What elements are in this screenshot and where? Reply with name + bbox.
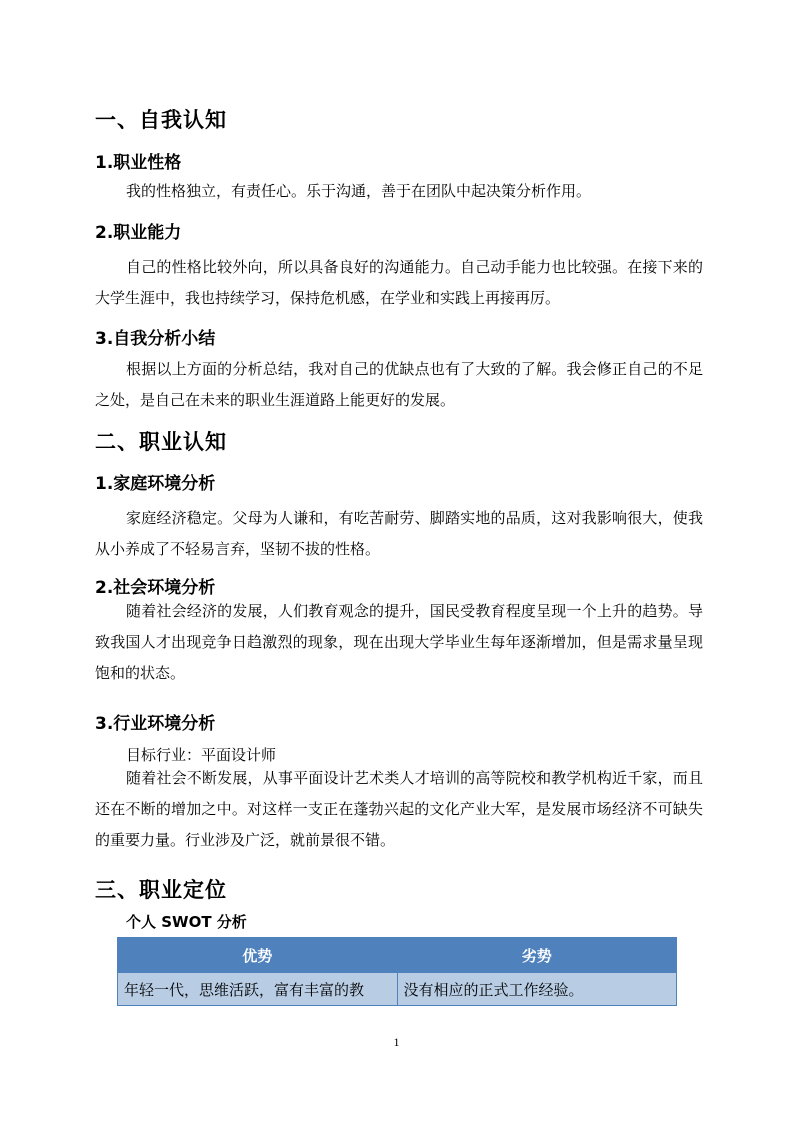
target-industry-line: 目标行业：平面设计师 — [126, 746, 277, 764]
section-heading: 二、职业认知 — [95, 430, 227, 454]
table-cell: 没有相应的正式工作经验。 — [397, 973, 677, 1006]
page-number: 1 — [393, 1035, 400, 1049]
subsection-heading: 1.家庭环境分析 — [95, 474, 216, 494]
table-header-row — [118, 938, 677, 973]
column-header-weaknesses: 劣势 — [397, 938, 677, 973]
section-heading: 三、职业定位 — [95, 878, 227, 902]
paragraph: 随着社会不断发展，从事平面设计艺术类人才培训的高等院校和教学机构近千家，而且还在不断的增加之中。对这样一支正在蓬勃兴起的文化产业大军，是发展市场经济不可缺失的重要力量。行业涉及广泛，就前景很不错。 — [95, 769, 703, 849]
paragraph: 自己的性格比较外向，所以具备良好的沟通能力。自己动手能力也比较强。在接下来的大学生涯中，我也持续学习，保持危机感，在学业和实践上再接再厉。 — [95, 258, 703, 307]
paragraph: 家庭经济稳定。父母为人谦和，有吃苦耐劳、脚踏实地的品质，这对我影响很大，使我从小养成了不轻易言弃，坚韧不拔的性格。 — [95, 509, 703, 558]
subsection-heading: 3.自我分析小结 — [95, 329, 216, 349]
swot-title: 个人 SWOT 分析 — [126, 913, 247, 931]
table-row — [118, 973, 677, 1006]
subsection-heading: 3.行业环境分析 — [95, 714, 216, 734]
paragraph: 随着社会经济的发展，人们教育观念的提升，国民受教育程度呈现一个上升的趋势。导致我国人才出现竞争日趋激烈的现象，现在出现大学毕业生每年逐渐增加，但是需求量呈现饱和的状态。 — [95, 602, 703, 682]
swot-table — [117, 937, 677, 1006]
subsection-heading: 2.社会环境分析 — [95, 578, 216, 598]
subsection-heading: 1.职业性格 — [95, 153, 182, 173]
paragraph: 根据以上方面的分析总结，我对自己的优缺点也有了大致的了解。我会修正自己的不足之处，是自己在未来的职业生涯道路上能更好的发展。 — [95, 360, 703, 409]
paragraph: 我的性格独立，有责任心。乐于沟通，善于在团队中起决策分析作用。 — [126, 182, 592, 200]
section-heading: 一、自我认知 — [95, 108, 227, 132]
table-cell: 年轻一代，思维活跃，富有丰富的教 — [118, 973, 398, 1006]
subsection-heading: 2.职业能力 — [95, 223, 182, 243]
column-header-strengths: 优势 — [118, 938, 398, 973]
